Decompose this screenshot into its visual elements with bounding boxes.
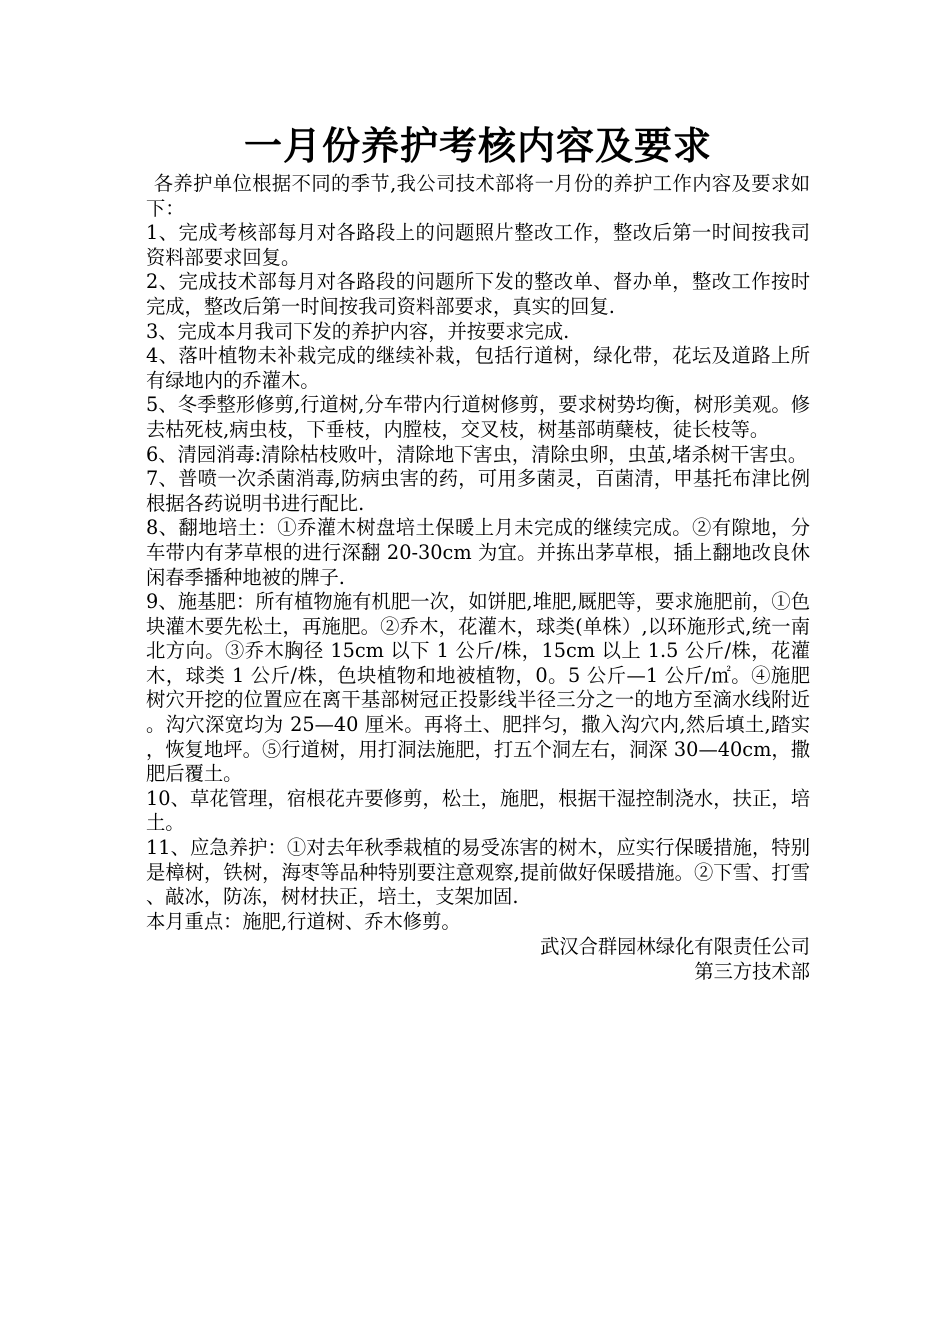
item-9: 9、施基肥：所有植物施有机肥一次，如饼肥,堆肥,厩肥等，要求施肥前，①色块灌木要先松土，再施肥。②乔木，花灌木，球类(单株）,以环施形式,统一南北方向。③乔木胸径 15cm 以下 1 公斤/株，15cm 以上 1.5 公斤/株，花灌木，球类 1 公斤/株，色块植物和地被植物，0。5 公斤—1 公斤/㎡。④施肥树穴开挖的位置应在离干基部树冠正投影线半径三分之一的地方至滴水线附近。沟穴深宽均为 25—40 厘米。再将土、肥拌匀，撒入沟穴内,然后填土,踏实，恢复地坪。⑤行道树，用打洞法施肥，打五个洞左右，洞深 30—40cm，撒肥后覆土。: [146, 590, 810, 786]
item-11: 11、应急养护：①对去年秋季栽植的易受冻害的树木，应实行保暖措施，特别是樟树，铁树，海枣等品种特别要注意观察,提前做好保暖措施。②下雪、打雪、敲冰，防冻，树材扶正，培土，支架加固.: [146, 836, 810, 909]
monthly-focus: 本月重点：施肥,行道树、乔木修剪。: [146, 909, 461, 933]
intro-paragraph: 各养护单位根据不同的季节,我公司技术部将一月份的养护工作内容及要求如下：: [146, 172, 810, 220]
document-page: [146, 122, 810, 984]
item-3: 3、完成本月我司下发的养护内容，并按要求完成.: [146, 319, 570, 343]
item-4: 4、落叶植物未补栽完成的继续补栽，包括行道树，绿化带，花坛及道路上所有绿地内的乔灌木。: [146, 344, 810, 392]
item-6: 6、清园消毒:清除枯枝败叶，清除地下害虫，清除虫卵，虫茧,堵杀树干害虫。: [146, 442, 808, 466]
document-title: 一月份养护考核内容及要求: [243, 123, 712, 168]
item-8: 8、翻地培土：①乔灌木树盘培土保暖上月未完成的继续完成。②有隙地，分车带内有茅草根的进行深翻 20-30cm 为宜。并拣出茅草根，插上翻地改良休闲春季播种地被的牌子.: [146, 516, 810, 589]
document-body: [146, 172, 810, 934]
item-10: 10、草花管理，宿根花卉要修剪，松土，施肥，根据干湿控制浇水，扶正，培土。: [146, 786, 810, 835]
item-1: 1、完成考核部每月对各路段上的问题照片整改工作，整改后第一时间按我司资料部要求回复。: [146, 221, 810, 269]
item-5: 5、冬季整形修剪,行道树,分车带内行道树修剪，要求树势均衡，树形美观。修去枯死枝,病虫枝，下垂枝，内膛枝，交叉枝，树基部萌蘖枝，徒长枝等。: [146, 393, 810, 441]
signature-department: 第三方技术部: [694, 960, 810, 984]
signature-company: 武汉合群园林绿化有限责任公司: [540, 935, 810, 959]
item-7: 7、普喷一次杀菌消毒,防病虫害的药，可用多菌灵，百菌清，甲基托布津比例根据各药说明书进行配比.: [146, 467, 810, 515]
item-2: 2、完成技术部每月对各路段的问题所下发的整改单、督办单，整改工作按时完成，整改后第一时间按我司资料部要求，真实的回复.: [146, 270, 810, 318]
signature-block: [146, 934, 810, 984]
